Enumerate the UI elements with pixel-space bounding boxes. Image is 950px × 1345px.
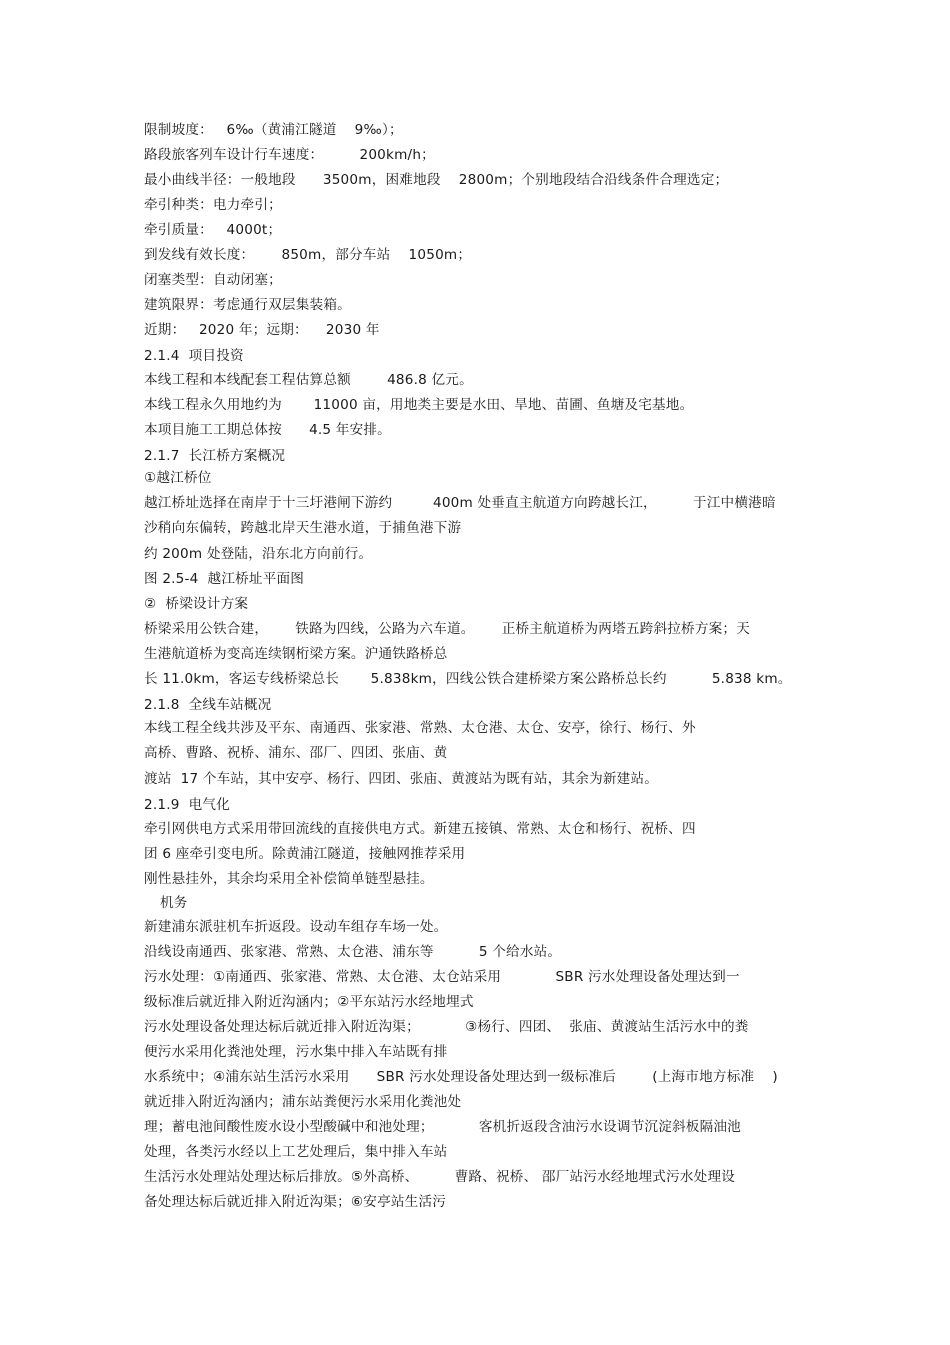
text-line: 污水处理：①南通西、张家港、常熟、太仓港、太仓站采用 SBR 污水处理设备处理达到一 <box>144 969 740 985</box>
text-line: 牵引质量： 4000t； <box>144 222 282 238</box>
text-line: 理；蓄电池间酸性废水设小型酸碱中和池处理； 客机折返段含油污水设调节沉淀斜板隔油池 <box>144 1119 741 1135</box>
section-heading: 2.1.8 全线车站概况 <box>144 697 272 713</box>
text-line: 就近排入附近沟涵内；浦东站粪便污水采用化粪池处 <box>144 1094 462 1110</box>
section-heading: 2.1.4 项目投资 <box>144 348 244 364</box>
text-line: 级标准后就近排入附近沟涵内；②平东站污水经地埋式 <box>144 994 474 1010</box>
text-line: 刚性悬挂外，其余均采用全补偿简单链型悬挂。 <box>144 871 434 887</box>
text-line: 本线工程永久用地约为 11000 亩，用地类主要是水田、旱地、苗圃、鱼塘及宅基地。 <box>144 397 694 413</box>
text-line: 备处理达标后就近排入附近沟渠；⑥安亭站生活污 <box>144 1194 447 1210</box>
text-line: 最小曲线半径：一般地段 3500m，困难地段 2800m；个别地段结合沿线条件合理选定； <box>144 172 729 188</box>
text-line: 污水处理设备处理达标后就近排入附近沟渠； ③杨行、四团、 张庙、黄渡站生活污水中的粪 <box>144 1019 749 1035</box>
text-line: 到发线有效长度： 850m，部分车站 1050m； <box>144 247 472 263</box>
figure-caption: 图 2.5-4 越江桥址平面图 <box>144 571 305 587</box>
text-line: 渡站 17 个车站，其中安亭、杨行、四团、张庙、黄渡站为既有站，其余为新建站。 <box>144 771 659 787</box>
text-line: 牵引网供电方式采用带回流线的直接供电方式。新建五接镇、常熟、太仓和杨行、祝桥、四 <box>144 821 696 837</box>
text-line: 处理，各类污水经以上工艺处理后，集中排入车站 <box>144 1144 448 1160</box>
text-line: 限制坡度： 6‰（黄浦江隧道 9‰）； <box>144 122 403 138</box>
text-line: 便污水采用化粪池处理，污水集中排入车站既有排 <box>144 1044 448 1060</box>
text-line: 本线工程和本线配套工程估算总额 486.8 亿元。 <box>144 372 473 388</box>
text-line: 高桥、曹路、祝桥、浦东、邵厂、四团、张庙、黄 <box>144 745 448 761</box>
text-line: 沿线设南通西、张家港、常熟、太仓港、浦东等 5 个给水站。 <box>144 944 562 960</box>
text-line: 团 6 座牵引变电所。除黄浦江隧道，接触网推荐采用 <box>144 846 466 862</box>
text-line: 约 200m 处登陆，沿东北方向前行。 <box>144 546 373 562</box>
text-line: 沙稍向东偏转，跨越北岸天生港水道，于捕鱼港下游 <box>144 520 462 536</box>
section-heading: 机务 <box>160 895 188 911</box>
text-line: 路段旅客列车设计行车速度： 200km/h； <box>144 147 435 163</box>
section-heading: 2.1.7 长江桥方案概况 <box>144 448 286 464</box>
text-line: 桥梁采用公铁合建， 铁路为四线，公路为六车道。 正桥主航道桥为两塔五跨斜拉桥方案；天 <box>144 621 750 637</box>
subsection-heading: ①越江桥位 <box>144 470 212 486</box>
subsection-heading: ② 桥梁设计方案 <box>144 596 249 612</box>
text-line: 水系统中；④浦东站生活污水采用 SBR 污水处理设备处理达到一级标准后 (上海市地方标准 ) <box>144 1069 778 1085</box>
text-line: 牵引种类：电力牵引； <box>144 197 282 213</box>
text-line: 新建浦东派驻机车折返段。设动车组存车场一处。 <box>144 919 448 935</box>
text-line: 越江桥址选择在南岸于十三圩港闸下游约 400m 处垂直主航道方向跨越长江， 于江中横港暗 <box>144 495 776 511</box>
section-heading: 2.1.9 电气化 <box>144 797 231 813</box>
text-line: 生港航道桥为变高连续钢桁梁方案。沪通铁路桥总 <box>144 646 448 662</box>
text-line: 长 11.0km，客运专线桥梁总长 5.838km，四线公铁合建桥梁方案公路桥总长约 5.838 km。 <box>144 671 792 687</box>
text-line: 建筑限界：考虑通行双层集装箱。 <box>144 297 351 313</box>
text-line: 本线工程全线共涉及平东、南通西、张家港、常熟、太仓港、太仓、安亭，徐行、杨行、外 <box>144 720 696 736</box>
text-line: 本项目施工工期总体按 4.5 年安排。 <box>144 422 391 438</box>
text-line: 生活污水处理站处理达标后排放。⑤外高桥、 曹路、祝桥、 邵厂站污水经地埋式污水处理设 <box>144 1169 736 1185</box>
text-line: 闭塞类型：自动闭塞； <box>144 272 282 288</box>
text-line: 近期： 2020 年；远期： 2030 年 <box>144 322 380 338</box>
